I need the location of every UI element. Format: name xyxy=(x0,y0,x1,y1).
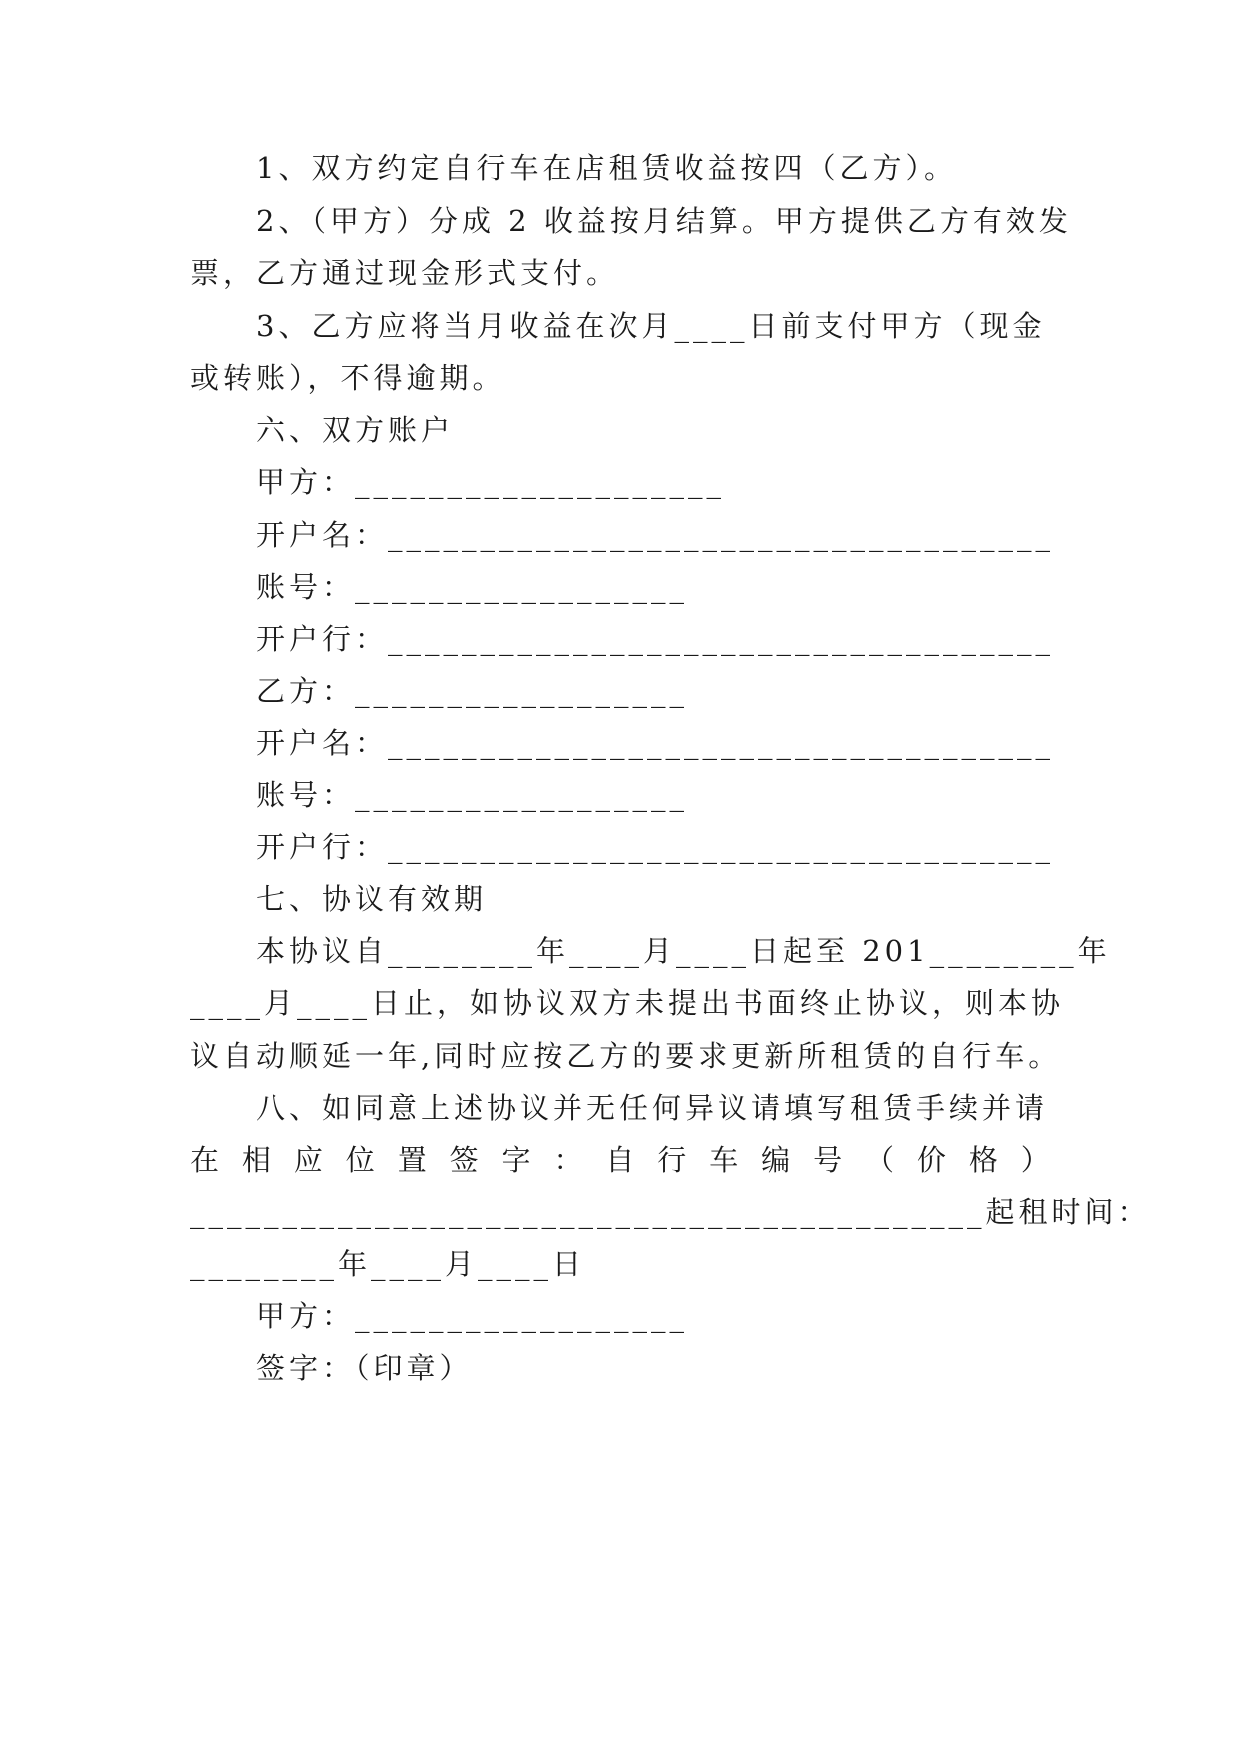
party-b-account-number-field: 账号：__________________ xyxy=(256,778,689,812)
signature-seal-line: 签字：（印章） xyxy=(256,1351,473,1385)
clause-1: 1、双方约定自行车在店租赁收益按四（乙方）。 xyxy=(256,151,957,185)
signature-instruction-char: 号 xyxy=(813,1143,843,1177)
signature-instruction-char: 字 xyxy=(501,1143,531,1177)
party-a-bank-field: 开户行：____________________________________ xyxy=(256,622,1055,656)
party-a-account-name-field: 开户名：____________________________________ xyxy=(256,518,1055,552)
section-six-heading: 六、双方账户 xyxy=(256,413,455,447)
signature-instruction-char: 应 xyxy=(293,1143,323,1177)
signature-instruction-char: ） xyxy=(1020,1143,1050,1177)
signature-instruction-char: 位 xyxy=(345,1143,375,1177)
section-seven-heading: 七、协议有效期 xyxy=(256,882,488,916)
party-a-signature-field: 甲方：__________________ xyxy=(256,1299,689,1333)
signature-instruction-char: 签 xyxy=(449,1143,479,1177)
signature-instruction-char: 相 xyxy=(241,1143,271,1177)
party-b-field: 乙方：__________________ xyxy=(256,674,689,708)
signature-instruction-char: ： xyxy=(553,1143,583,1177)
signature-instruction-char: 价 xyxy=(916,1143,946,1177)
start-date-field: ________年____月____日 xyxy=(190,1247,586,1281)
clause-3-cont: 或转账），不得逾期。 xyxy=(190,361,506,395)
clause-3: 3、乙方应将当月收益在次月____日前支付甲方（现金 xyxy=(256,309,1046,343)
signature-instruction-char: 格 xyxy=(968,1143,998,1177)
validity-clause-cont-2: 议自动顺延一年,同时应按乙方的要求更新所租赁的自行车。 xyxy=(190,1039,1062,1073)
bike-number-start-time-field: ___________________________________________起租时间： xyxy=(190,1195,1151,1229)
signature-instruction-char: 行 xyxy=(657,1143,687,1177)
validity-clause-cont-1: ____月____日止，如协议双方未提出书面终止协议，则本协 xyxy=(190,986,1065,1020)
party-b-account-name-field: 开户名：____________________________________ xyxy=(256,726,1055,760)
party-b-bank-field: 开户行：____________________________________ xyxy=(256,830,1055,864)
signature-instruction-char: 自 xyxy=(605,1143,635,1177)
signature-instruction-char: （ xyxy=(864,1143,894,1177)
signature-instruction xyxy=(190,1140,1050,1180)
party-a-account-number-field: 账号：__________________ xyxy=(256,570,689,604)
section-eight-heading: 八、如同意上述协议并无任何异议请填写租赁手续并请 xyxy=(256,1091,1049,1125)
clause-2: 2、（甲方）分成 2 收益按月结算。甲方提供乙方有效发 xyxy=(256,204,1072,238)
signature-instruction-char: 置 xyxy=(397,1143,427,1177)
signature-instruction-char: 编 xyxy=(761,1143,791,1177)
signature-instruction-char: 在 xyxy=(190,1143,220,1177)
clause-2-cont: 票，乙方通过现金形式支付。 xyxy=(190,256,620,290)
signature-instruction-char: 车 xyxy=(709,1143,739,1177)
validity-clause: 本协议自________年____月____日起至 201________年 xyxy=(256,934,1111,968)
party-a-field: 甲方：____________________ xyxy=(256,465,726,499)
